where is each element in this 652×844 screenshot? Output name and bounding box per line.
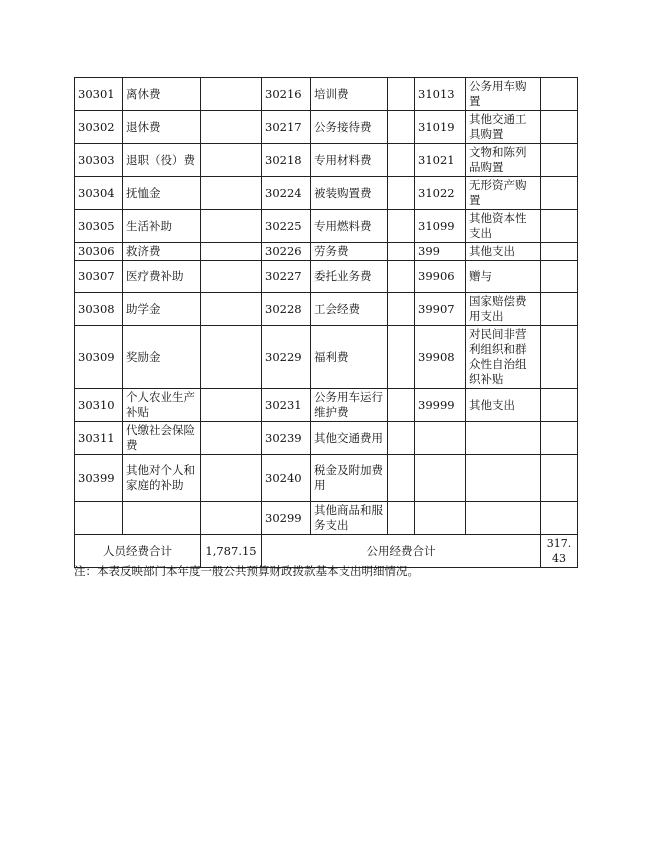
name-cell: 对民间非营利组织和群众性自治组织补贴	[466, 326, 541, 389]
code-cell: 39907	[415, 293, 466, 326]
table-row	[75, 243, 578, 261]
name-cell: 公务用车运行维护费	[311, 389, 388, 422]
table-row	[75, 210, 578, 243]
name-cell: 福利费	[311, 326, 388, 389]
table-row	[75, 389, 578, 422]
amount-cell	[541, 502, 578, 535]
code-cell	[415, 502, 466, 535]
name-cell	[466, 455, 541, 502]
amount-cell	[388, 210, 415, 243]
code-cell: 30218	[262, 144, 311, 177]
amount-cell	[201, 326, 262, 389]
code-cell: 30304	[75, 177, 123, 210]
code-cell: 30299	[262, 502, 311, 535]
code-cell: 30226	[262, 243, 311, 261]
name-cell: 委托业务费	[311, 261, 388, 293]
name-cell: 文物和陈列品购置	[466, 144, 541, 177]
code-cell: 30240	[262, 455, 311, 502]
name-cell: 代缴社会保险费	[123, 422, 201, 455]
code-cell: 30308	[75, 293, 123, 326]
name-cell	[466, 502, 541, 535]
amount-cell	[541, 293, 578, 326]
amount-cell	[201, 144, 262, 177]
table-row	[75, 177, 578, 210]
amount-cell	[541, 389, 578, 422]
name-cell: 其他资本性支出	[466, 210, 541, 243]
code-cell: 30225	[262, 210, 311, 243]
table-body	[75, 78, 578, 535]
name-cell: 其他交通工具购置	[466, 111, 541, 144]
name-cell: 其他交通费用	[311, 422, 388, 455]
code-cell: 30216	[262, 78, 311, 111]
name-cell: 劳务费	[311, 243, 388, 261]
code-cell: 39908	[415, 326, 466, 389]
code-cell: 30227	[262, 261, 311, 293]
code-cell: 39906	[415, 261, 466, 293]
amount-cell	[388, 78, 415, 111]
name-cell: 无形资产购置	[466, 177, 541, 210]
name-cell: 助学金	[123, 293, 201, 326]
code-cell: 30399	[75, 455, 123, 502]
name-cell: 离休费	[123, 78, 201, 111]
amount-cell	[388, 293, 415, 326]
name-cell	[466, 422, 541, 455]
code-cell: 30217	[262, 111, 311, 144]
name-cell: 专用材料费	[311, 144, 388, 177]
amount-cell	[201, 177, 262, 210]
name-cell: 生活补助	[123, 210, 201, 243]
amount-cell	[201, 78, 262, 111]
code-cell: 30301	[75, 78, 123, 111]
personnel-total-value: 1,787.15	[201, 535, 262, 568]
amount-cell	[541, 243, 578, 261]
code-cell: 39999	[415, 389, 466, 422]
amount-cell	[541, 422, 578, 455]
amount-cell	[541, 111, 578, 144]
code-cell	[75, 502, 123, 535]
amount-cell	[201, 422, 262, 455]
amount-cell	[541, 326, 578, 389]
name-cell: 奖励金	[123, 326, 201, 389]
table-row	[75, 502, 578, 535]
amount-cell	[201, 261, 262, 293]
name-cell: 抚恤金	[123, 177, 201, 210]
amount-cell	[388, 422, 415, 455]
public-total-label: 公用经费合计	[262, 535, 541, 568]
name-cell: 救济费	[123, 243, 201, 261]
code-cell: 31019	[415, 111, 466, 144]
name-cell: 其他支出	[466, 389, 541, 422]
amount-cell	[388, 111, 415, 144]
name-cell	[123, 502, 201, 535]
name-cell: 公务接待费	[311, 111, 388, 144]
code-cell: 31099	[415, 210, 466, 243]
amount-cell	[388, 144, 415, 177]
code-cell: 31022	[415, 177, 466, 210]
name-cell: 个人农业生产补贴	[123, 389, 201, 422]
code-cell: 30239	[262, 422, 311, 455]
name-cell: 其他支出	[466, 243, 541, 261]
amount-cell	[388, 261, 415, 293]
name-cell: 税金及附加费用	[311, 455, 388, 502]
code-cell: 30231	[262, 389, 311, 422]
amount-cell	[541, 261, 578, 293]
code-cell: 30302	[75, 111, 123, 144]
amount-cell	[541, 144, 578, 177]
public-total-value: 317.43	[541, 535, 578, 568]
table-note: 注：本表反映部门本年度一般公共预算财政拨款基本支出明细情况。	[74, 564, 419, 578]
amount-cell	[388, 243, 415, 261]
code-cell: 30305	[75, 210, 123, 243]
amount-cell	[201, 502, 262, 535]
amount-cell	[201, 210, 262, 243]
name-cell: 工会经费	[311, 293, 388, 326]
table-row	[75, 455, 578, 502]
amount-cell	[201, 243, 262, 261]
table-row	[75, 261, 578, 293]
amount-cell	[201, 389, 262, 422]
name-cell: 退职（役）费	[123, 144, 201, 177]
amount-cell	[541, 455, 578, 502]
name-cell: 其他对个人和家庭的补助	[123, 455, 201, 502]
code-cell	[415, 422, 466, 455]
name-cell: 专用燃料费	[311, 210, 388, 243]
code-cell: 31021	[415, 144, 466, 177]
name-cell: 赠与	[466, 261, 541, 293]
code-cell: 31013	[415, 78, 466, 111]
amount-cell	[541, 210, 578, 243]
name-cell: 退休费	[123, 111, 201, 144]
amount-cell	[388, 177, 415, 210]
code-cell: 30309	[75, 326, 123, 389]
code-cell: 30303	[75, 144, 123, 177]
table-row	[75, 422, 578, 455]
code-cell: 30307	[75, 261, 123, 293]
code-cell: 30224	[262, 177, 311, 210]
name-cell: 其他商品和服务支出	[311, 502, 388, 535]
code-cell: 30306	[75, 243, 123, 261]
expenditure-detail-table	[74, 77, 578, 568]
table-row	[75, 111, 578, 144]
code-cell: 30228	[262, 293, 311, 326]
name-cell: 国家赔偿费用支出	[466, 293, 541, 326]
amount-cell	[201, 455, 262, 502]
amount-cell	[541, 78, 578, 111]
amount-cell	[388, 455, 415, 502]
table-row	[75, 293, 578, 326]
amount-cell	[201, 293, 262, 326]
table-row	[75, 78, 578, 111]
name-cell: 医疗费补助	[123, 261, 201, 293]
code-cell: 30311	[75, 422, 123, 455]
name-cell: 公务用车购置	[466, 78, 541, 111]
amount-cell	[388, 326, 415, 389]
name-cell: 培训费	[311, 78, 388, 111]
personnel-total-label: 人员经费合计	[75, 535, 201, 568]
amount-cell	[388, 389, 415, 422]
amount-cell	[201, 111, 262, 144]
name-cell: 被装购置费	[311, 177, 388, 210]
amount-cell	[388, 502, 415, 535]
table-row	[75, 326, 578, 389]
code-cell: 30229	[262, 326, 311, 389]
table-row	[75, 144, 578, 177]
amount-cell	[541, 177, 578, 210]
code-cell	[415, 455, 466, 502]
code-cell: 399	[415, 243, 466, 261]
code-cell: 30310	[75, 389, 123, 422]
